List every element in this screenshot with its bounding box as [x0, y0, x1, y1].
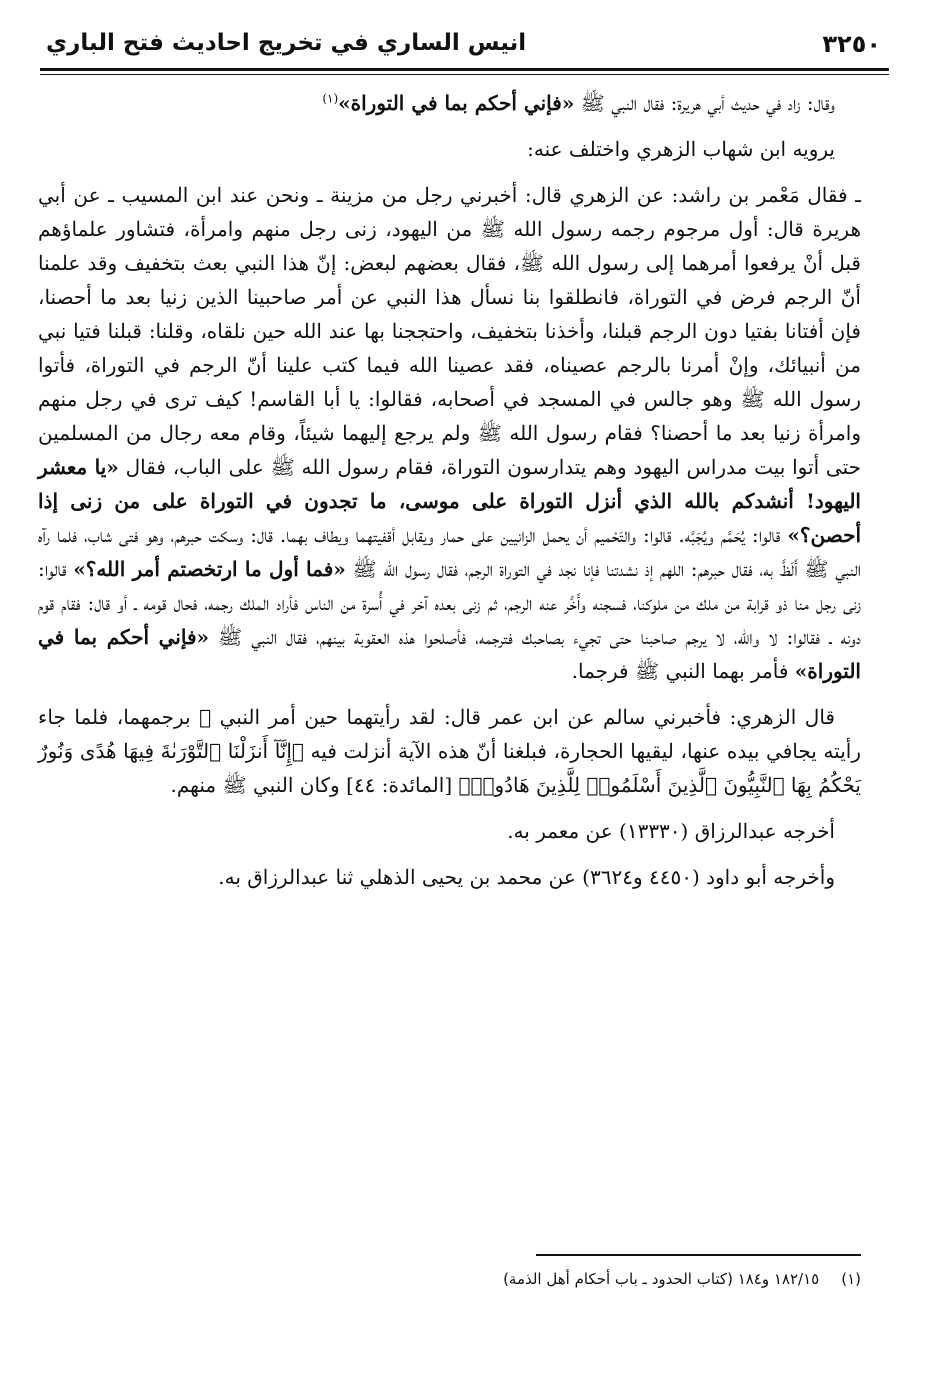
quran-verse: ﴿إِنَّآ أَنزَلْنَا ٱلتَّوْرَىٰةَ فِيهَا هُدًى وَنُورٌ يَحْكُمُ بِهَا ٱلنَّبِيُّونَ ٱلَّذِينَ أَسْلَمُوا۟ لِلَّذِينَ هَادُوا۟﴾	[38, 739, 861, 797]
hadith-quote: «يا معشر اليهود! أنشدكم بالله الذي أنزل التوراة على موسى، ما تجدون في التوراة على من زنى إذا أحصن؟»	[38, 455, 861, 547]
hadith-quote: «فإني أحكم بما في التوراة»	[338, 91, 575, 115]
text: فأمر بهما النبي ﷺ فرجما.	[571, 659, 795, 683]
text: قالوا: يُحَمَّم ويُجَبَّه. قالوا: والتَحْميم أن يحمل الزانيين على حمار ويقابل أقفيتهما ويطاف بهما. قال: وسكت حبرهم، وهو فتى شاب، فلما رآه النبي ﷺ أَلَظَّ به، فقال حبرهم: اللهم إذ نشدتنا فإنا نجد في التوراة الرجم، فقال رسول الله ﷺ	[38, 523, 861, 581]
text: [المائدة: ٤٤] وكان النبي ﷺ منهم.	[170, 773, 459, 797]
paragraph-2: يرويه ابن شهاب الزهري واختلف عنه:	[527, 137, 835, 161]
page-number: ٣٢٥٠	[822, 30, 881, 58]
footnote-ref: (١)	[322, 91, 339, 106]
footnote-text: ١٨٢/١٥ و١٨٤ (كتاب الحدود ـ باب أحكام أهل الذمة)	[503, 1270, 820, 1288]
main-text	[38, 86, 861, 894]
footnote-rule	[536, 1254, 861, 1256]
text: ـ فقال مَعْمر بن راشد: عن الزهري قال: أخبرني رجل من مزينة ـ ونحن عند ابن المسيب ـ عن أبي هريرة قال: أول مرجوم رجمه رسول الله ﷺ من اليهود، زنى رجل منهم وامرأة، فتشاور علماؤهم قبل أنْ يرفعوا أمرهما إلى رسول الله ﷺ، فقال بعضهم لبعض: إنّ هذا النبي بعث بتخفيف وقد علمنا أنّ الرجم فرض في التوراة، فانطلقوا بنا نسأل هذا النبي عن أمر صاحبينا الذين زنيا بعد ما أحصنا، فإن أفتانا بفتيا دون الرجم قبلنا، وأخذنا بتخفيف، واحتججنا بها عند الله حين نلقاه، وقلنا: قبلنا فتيا نبي من أنبيائك، وإنْ أمرنا بالرجم عصيناه، فقد عصينا الله فيما كتب علينا أنّ الرجم في التوراة، فأتوا رسول الله ﷺ وهو جالس في المسجد في أصحابه، فقالوا: يا أبا القاسم! كيف ترى في رجل منهم وامرأة زنيا بعد ما أحصنا؟ فقام رسول الله ﷺ ولم يرجع إليهما شيئاً، وقام معه رجال من المسلمين حتى أتوا بيت مدراس اليهود وهم يتدارسون التوراة، فقام رسول الله ﷺ على الباب، فقال	[38, 183, 861, 479]
running-header	[40, 30, 889, 68]
paragraph-5: أخرجه عبدالرزاق (١٣٣٣٠) عن معمر به.	[507, 819, 835, 843]
footnote-number: (١)	[841, 1270, 861, 1288]
book-title: انيس الساري في تخريج احاديث فتح الباري	[46, 30, 527, 56]
paragraph-4	[38, 700, 861, 802]
paragraph-1	[38, 86, 835, 120]
hadith-quote: «فإني أحكم بما في التوراة»	[38, 625, 861, 683]
hadith-quote: «فما أول ما ارتخصتم أمر الله؟»	[73, 557, 346, 581]
header-rule-thick	[40, 68, 889, 71]
paragraph-3	[38, 178, 861, 688]
header-rule-thin	[40, 74, 889, 75]
footnote	[503, 1270, 861, 1288]
text: وقال: زاد في حديث أبي هريرة: فقال النبي ﷺ	[574, 91, 835, 115]
text: قال الزهري: فأخبرني سالم عن ابن عمر قال: لقد رأيتهما حين أمر النبي ﷺ برجمهما، فلما جاء رأيته يجافي بيده عنها، ليقيها الحجارة، فبلغنا أنّ هذه الآية أنزلت فيه	[38, 705, 861, 763]
text: قالوا: زنى رجل منا ذو قرابة من ملك من ملوكنا، فسجنه وأَخَّر عنه الرجم، ثم زنى بعده آخر في أُسرة من الناس فأراد الملك رجمه، فحال قومه ـ أو قال: فقام قوم دونه ـ فقالوا: لا والله، لا يرجم صاحبنا حتى تجيء بصاحبك فترجمه، فأصلحوا هذه العقوبة بينهم، فقال النبي ﷺ	[38, 557, 861, 649]
paragraph-6: وأخرجه أبو داود (٤٤٥٠ و٣٦٢٤) عن محمد بن يحيى الذهلي ثنا عبدالرزاق به.	[218, 865, 835, 889]
